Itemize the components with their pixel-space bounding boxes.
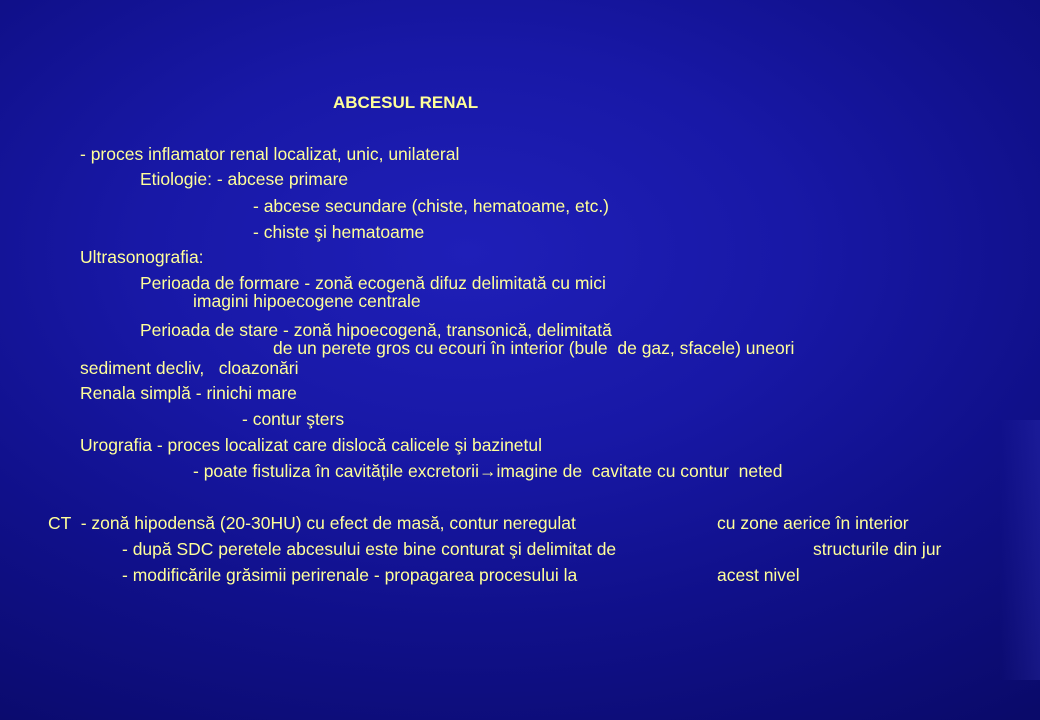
- text-line: structurile din jur: [813, 539, 942, 559]
- text-line: - abcese secundare (chiste, hematoame, etc.): [253, 196, 610, 216]
- slide-title: ABCESUL RENAL: [333, 93, 479, 112]
- text-line: - poate fistuliza în cavitățile excretorii→imagine de cavitate cu contur neted: [193, 461, 783, 481]
- text-line: Ultrasonografia:: [80, 247, 204, 267]
- text-line: Perioada de stare - zonă hipoecogenă, transonică, delimitată: [140, 320, 612, 340]
- text-line: acest nivel: [717, 565, 800, 585]
- text-line: imagini hipoecogene centrale: [193, 291, 421, 311]
- text-line: Etiologie: - abcese primare: [140, 169, 349, 189]
- text-line: de un perete gros cu ecouri în interior (bule de gaz, sfacele) uneori: [273, 338, 795, 358]
- text-line: - chiste şi hematoame: [253, 222, 425, 242]
- text-line: - proces inflamator renal localizat, unic, unilateral: [80, 144, 460, 164]
- text-line: - contur şters: [242, 409, 345, 429]
- text-line: sediment decliv, cloazonări: [80, 358, 299, 378]
- text-line: Renala simplă - rinichi mare: [80, 383, 297, 403]
- background-glow: [1000, 420, 1040, 680]
- text-line: Perioada de formare - zonă ecogenă difuz delimitată cu mici: [140, 273, 606, 293]
- text-line: - modificările grăsimii perirenale - propagarea procesului la: [122, 565, 578, 585]
- text-line: - după SDC peretele abcesului este bine conturat şi delimitat de: [122, 539, 617, 559]
- text-line: cu zone aerice în interior: [717, 513, 909, 533]
- text-line: CT - zonă hipodensă (20-30HU) cu efect de masă, contur neregulat: [48, 513, 576, 533]
- text-line: Urografia - proces localizat care dislocă calicele şi bazinetul: [80, 435, 543, 455]
